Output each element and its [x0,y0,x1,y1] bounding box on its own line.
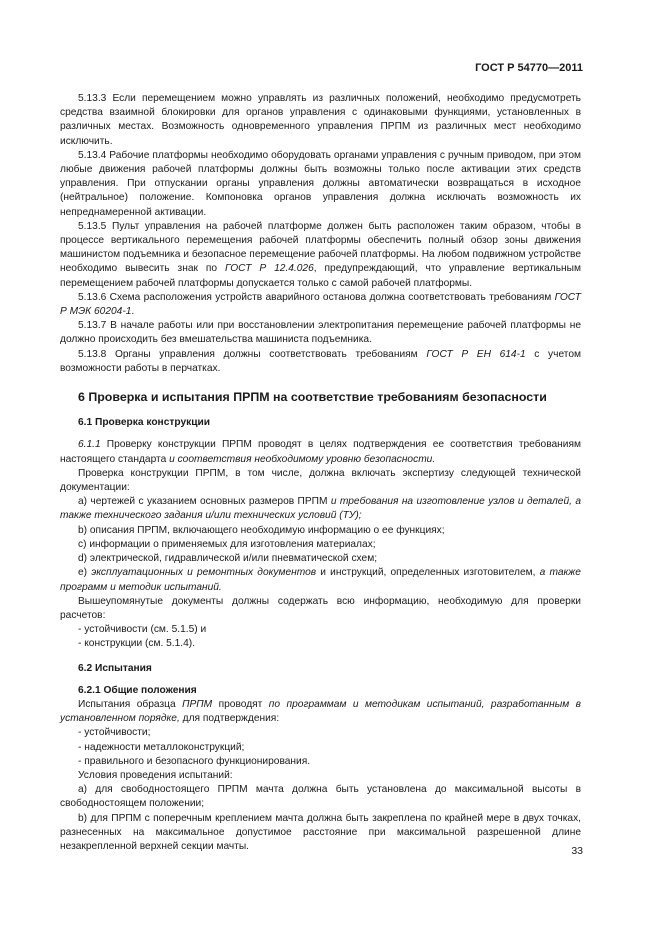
document-body [60,92,581,854]
paragraph-conditions: Условия проведения испытаний: [78,769,233,781]
list-item-d: d) электрической, гидравлической и/или пневматической схем; [78,553,378,565]
test-dash-reliability: - надежности металлоконструкций; [78,741,245,753]
section-6-1-title: 6.1 Проверка конструкции [78,417,211,429]
paragraph-5-13-5: 5.13.5 Пульт управления на рабочей платформе должен быть расположен таким образом, чтобы в процессе вертикального перемещения рабочей платформы обеспечить полный обзор зоны движения машинистом подъемника и безопасное перемещение рабочей платформы. На любом подвижном устройстве необходимо вывесить знак по ГОСТ Р 12.4.026, предупреждающий, что управление вертикальным перемещением рабочей платформы допускается только с самой рабочей платформы. [60,220,581,289]
section-6-2-title: 6.2 Испытания [78,662,152,674]
test-dash-stability: - устойчивости; [78,727,151,739]
reference-gost-12-4-026: ГОСТ Р 12.4.026 [225,263,314,275]
paragraph-5-13-7: 5.13.7 В начале работы или при восстановлении электропитания перемещение рабочей платформы не должно происходить без вмешательства машиниста подъемника. [60,320,581,346]
list-item-b: b) описания ПРПМ, включающего необходимую информацию о ее функциях; [78,524,445,536]
paragraph-5-13-6: 5.13.6 Схема расположения устройств аварийного останова должна соответствовать требованиям ГОСТ Р МЭК 60204-1. [60,291,581,318]
dash-item-stability: - устойчивости (см. 5.1.5) и [78,624,207,636]
section-6-2-1-title: 6.2.1 Общие положения [78,684,197,696]
condition-b: b) для ПРПМ с поперечным креплением мачта должна быть закреплена по крайней мере в двух точках, разнесенных на максимальное допустимое расстояние при максимальной разрешенной длине незакрепленной верхней секции мачты. [60,812,581,852]
condition-a: a) для свободностоящего ПРПМ мачта должна быть установлена до максимальной высоты в свободностоящем положении; [60,784,581,810]
paragraph-5-13-3: 5.13.3 Если перемещением можно управлять из различных положений, необходимо предусмотреть средства взаимной блокировки для органов управления с одинаковыми функциями, установленных в различных местах. Возможность одновременного управления ПРПМ из различных мест необходимо исключить. [60,93,581,147]
paragraph-tests: Испытания образца ПРПМ проводят по программам и методикам испытаний, разработанным в установленном порядке, для подтверждения: [60,698,581,725]
page-number: 33 [571,845,583,857]
section-6-title: 6 Проверка и испытания ПРПМ на соответствие требованиям безопасности [78,390,547,405]
paragraph-docs-info: Вышеупомянутые документы должны содержать всю информацию, необходимую для проверки расчетов: [60,595,581,621]
list-item-a: a) чертежей с указанием основных размеров ПРПМ и требования на изготовление узлов и деталей, а также технического задания и/или технических условий (ТУ); [60,496,581,522]
test-dash-function: - правильного и безопасного функционирования. [78,755,311,767]
paragraph-5-13-4: 5.13.4 Рабочие платформы необходимо оборудовать органами управления с ручным приводом, при этом любые движения рабочей платформы должны быть возможны только после активации этих средств управления. При отпускании органы управления должны автоматически возвращаться в исходное (нейтральное) положение. Компоновка органов управления должна исключать возможность их непреднамеренной активации. [60,149,581,218]
paragraph-5-13-8: 5.13.8 Органы управления должны соответствовать требованиям ГОСТ Р ЕН 614-1 с учетом возможности работы в перчатках. [60,348,581,374]
reference-iec-60204-1: ГОСТ Р МЭК 60204-1 [60,291,581,318]
paragraph-6-1-1: 6.1.1 Проверку конструкции ПРПМ проводят в целях подтверждения ее соответствия требованиям настоящего стандарта и соответствия необходимому уровню безопасности. [60,439,581,465]
dash-item-construction: - конструкции (см. 5.1.4). [78,638,196,650]
standard-header: ГОСТ Р 54770—2011 [475,62,583,74]
list-item-c: c) информации о применяемых для изготовления материалах; [78,538,376,550]
paragraph-check-docs: Проверка конструкции ПРПМ, в том числе, должна включать экспертизу следующей технической документации: [60,467,581,494]
reference-en-614-1: ГОСТ Р ЕН 614-1 [426,348,526,360]
list-item-e: e) эксплуатационных и ремонтных документов и инструкций, определенных изготовителем, а также программ и методик испытаний. [60,567,581,593]
